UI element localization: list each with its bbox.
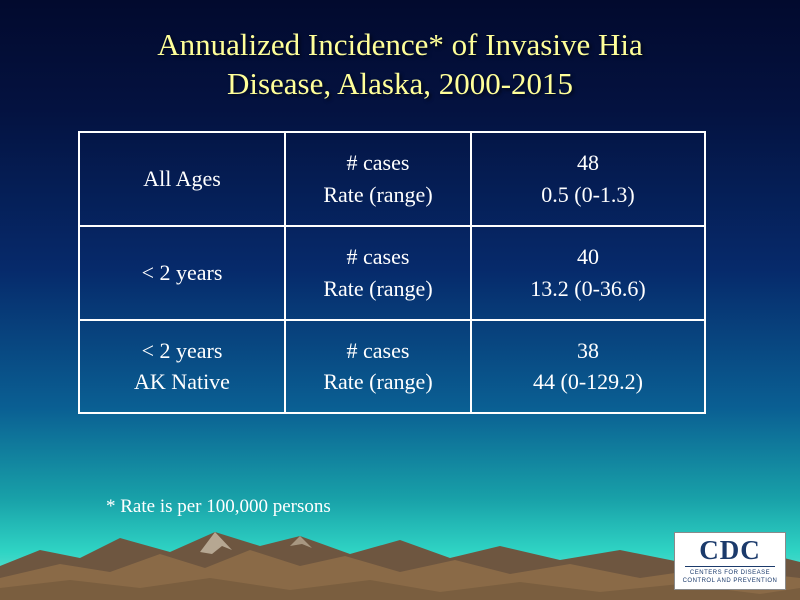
- row-value-cell: [471, 320, 705, 414]
- row-metric-cell: [285, 132, 471, 226]
- row-value-cell: [471, 132, 705, 226]
- row-label-line: AK Native: [134, 369, 230, 395]
- row-metric-cell: [285, 226, 471, 320]
- cdc-wordmark: CDC: [699, 535, 761, 566]
- row-metric-line: Rate (range): [323, 369, 433, 395]
- row-value-line: 0.5 (0-1.3): [541, 181, 635, 207]
- cdc-subtitle-line-1: CENTERS FOR DISEASE: [689, 569, 771, 576]
- row-metric-line: Rate (range): [323, 275, 433, 301]
- table-row: [79, 226, 705, 320]
- row-metric-line: Rate (range): [323, 181, 433, 207]
- row-metric-line: # cases: [346, 337, 410, 363]
- row-value-line: 44 (0-129.2): [533, 369, 643, 395]
- cdc-divider: [685, 566, 775, 567]
- row-label-line: < 2 years: [141, 259, 223, 285]
- row-label-cell: [79, 226, 285, 320]
- row-metric-line: # cases: [346, 243, 410, 269]
- row-value-line: 13.2 (0-36.6): [530, 275, 646, 301]
- row-label-cell: [79, 132, 285, 226]
- cdc-subtitle-line-2: CONTROL AND PREVENTION: [682, 577, 778, 584]
- title-line-2: Disease, Alaska, 2000-2015: [226, 65, 574, 101]
- incidence-table-container: [78, 131, 704, 414]
- row-metric-cell: [285, 320, 471, 414]
- cdc-logo: [674, 532, 786, 590]
- row-value-cell: [471, 226, 705, 320]
- table-row: [79, 132, 705, 226]
- row-value-line: 48: [577, 150, 599, 175]
- row-label-line: < 2 years: [141, 337, 223, 363]
- incidence-table: [78, 131, 706, 414]
- title-line-1: Annualized Incidence* of Invasive Hia: [157, 27, 643, 62]
- row-value-line: 40: [577, 243, 599, 269]
- page-title: [40, 26, 760, 104]
- row-metric-line: # cases: [346, 150, 410, 175]
- footnote: * Rate is per 100,000 persons: [106, 496, 331, 517]
- row-value-line: 38: [577, 337, 599, 363]
- row-label-cell: [79, 320, 285, 414]
- table-row: [79, 320, 705, 414]
- row-label-line: All Ages: [143, 165, 221, 191]
